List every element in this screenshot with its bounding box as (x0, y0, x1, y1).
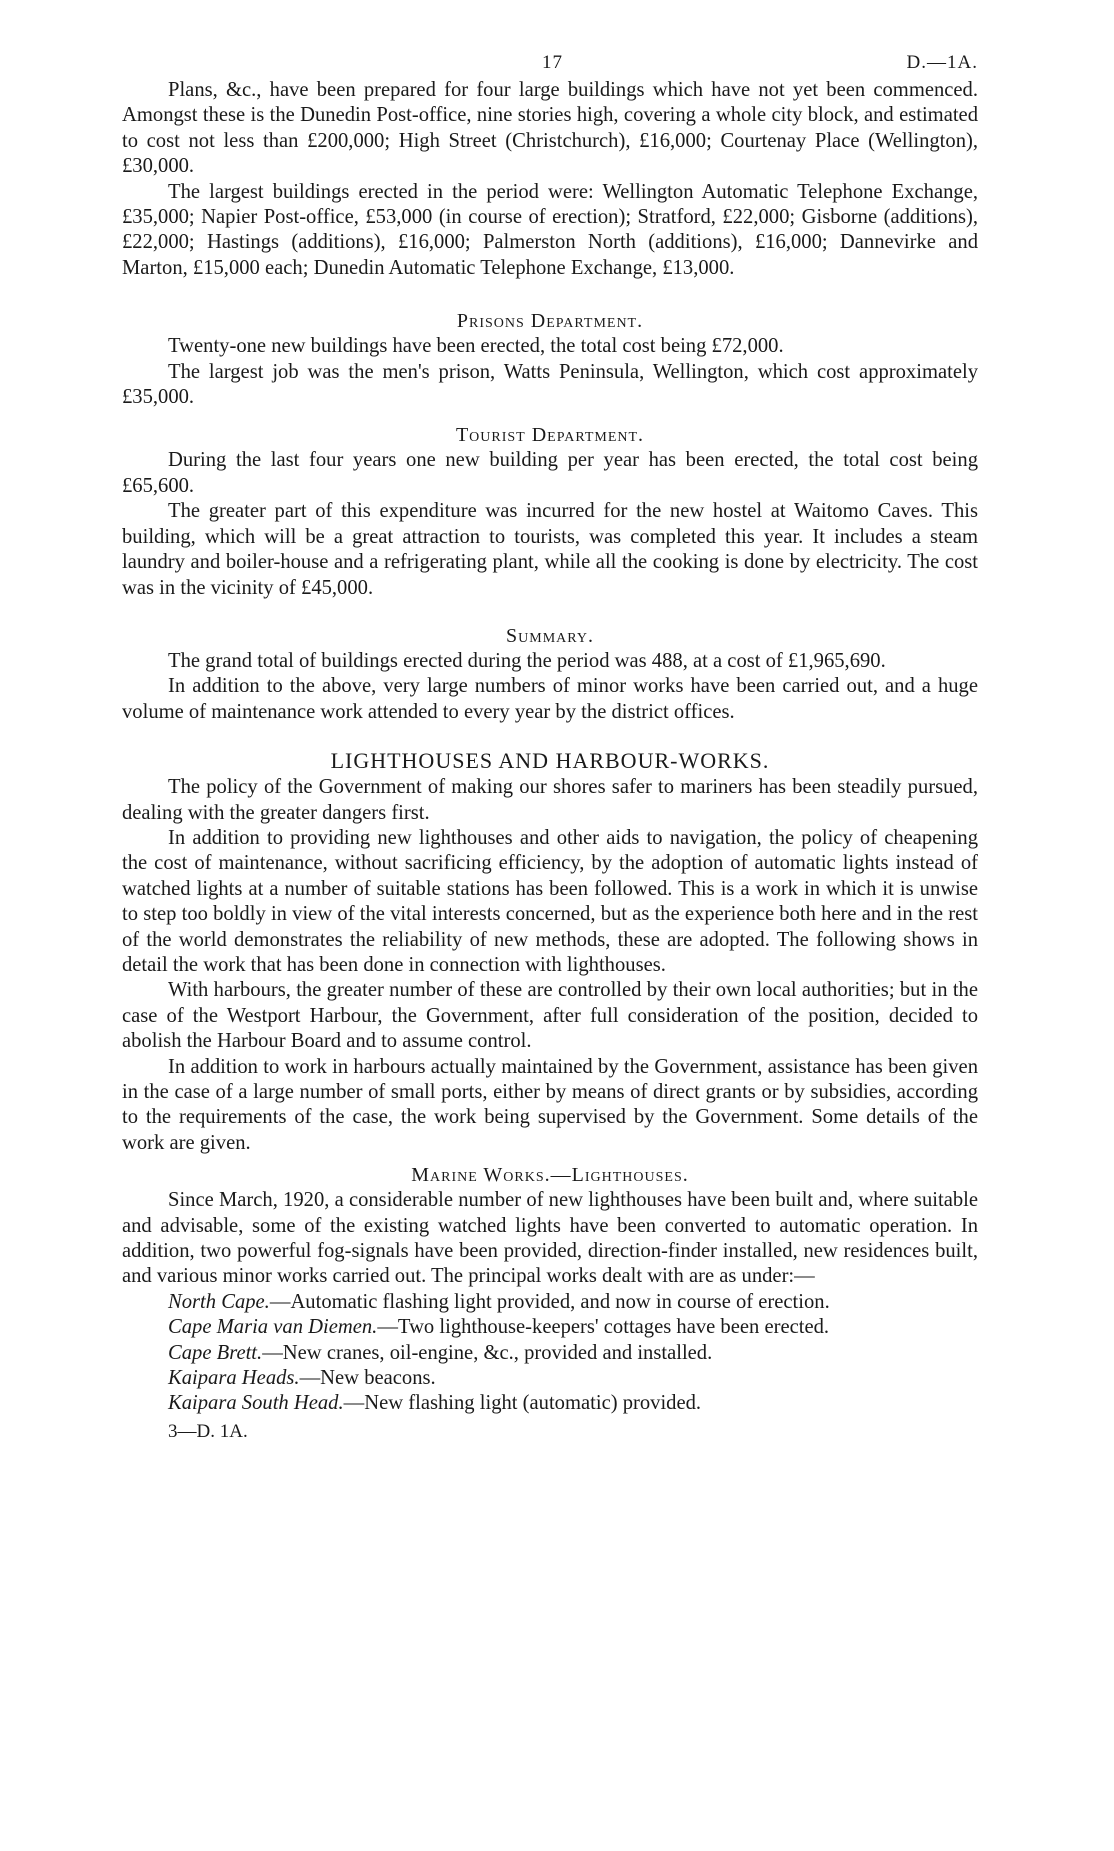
summary-section (122, 623, 978, 725)
paragraph: The policy of the Government of making our shores safer to mariners has been steadily pursued, dealing with the greater dangers first. (122, 776, 978, 824)
list-item (122, 1315, 978, 1340)
prisons-section (122, 308, 978, 410)
section-heading: Summary. (506, 624, 594, 647)
section-heading: Marine Works.—Lighthouses. (411, 1164, 689, 1187)
list-item (122, 1366, 978, 1391)
list-item (122, 1341, 978, 1366)
paragraph: Plans, &c., have been prepared for four large buildings which have not yet been commenced. Amongst these is the Dunedin Post-office, nine stories high, covering a whole city block, and estimated to cost not less than £200,000; High Street (Christchurch), £16,000; Courtenay Place (Wellington), £30,000. (122, 79, 978, 178)
place-name: Cape Maria van Diemen. (168, 1316, 378, 1339)
section-heading: Tourist Department. (455, 424, 645, 447)
paragraph: In addition to work in harbours actually maintained by the Government, assistance has been given in the case of a large number of small ports, either by means of direct grants or by subsidies, according to the requirements of the case, the work being supervised by the Government. Some details of the work are given. (122, 1055, 978, 1154)
page-header (122, 44, 978, 78)
paragraph: The grand total of buildings erected during the period was 488, at a cost of £1,965,690. (168, 649, 886, 672)
paragraph: During the last four years one new building per year has been erected, the total cost being £65,600. (122, 449, 978, 497)
paragraph: The largest job was the men's prison, Watts Peninsula, Wellington, which cost approximately £35,000. (122, 360, 978, 409)
lighthouses-section (122, 747, 978, 1156)
tourist-section (122, 422, 978, 600)
list-item (122, 1391, 978, 1416)
major-heading: LIGHTHOUSES AND HARBOUR-WORKS. (330, 748, 770, 774)
paragraph: The greater part of this expenditure was incurred for the new hostel at Waitomo Caves. This building, which will be a great attraction to tourists, was completed this year. It includes a steam laundry and boiler-house and a refrigerating plant, while all the cooking is done by electricity. The cost was in the vicinity of £45,000. (122, 500, 978, 599)
item-text: —New cranes, oil-engine, &c., provided and installed. (262, 1341, 713, 1364)
item-text: —New flashing light (automatic) provided. (343, 1392, 702, 1415)
item-text: —Two lighthouse-keepers' cottages have been erected. (377, 1316, 830, 1339)
paragraph: Twenty-one new buildings have been erected, the total cost being £72,000. (168, 335, 784, 358)
item-text: —New beacons. (299, 1367, 436, 1390)
item-text: —Automatic flashing light provided, and now in course of erection. (269, 1290, 830, 1313)
paragraph: Since March, 1920, a considerable number of new lighthouses have been built and, where suitable and advisable, some of the existing watched lights have been converted to automatic operation. In addition, two powerful fog-signals have been provided, direction-finder installed, new residences built, and various minor works carried out. The principal works dealt with are as under:— (122, 1189, 978, 1288)
buildings-section (122, 78, 978, 281)
signature-mark: 3—D. 1A. (168, 1420, 248, 1442)
place-name: Cape Brett. (168, 1341, 263, 1364)
marine-works-section (122, 1162, 978, 1417)
paragraph: The largest buildings erected in the period were: Wellington Automatic Telephone Exchange, £35,000; Napier Post-office, £53,000 (in course of erection); Stratford, £22,000; Gisborne (additions), £22,000; Hastings (additions), £16,000; Palmerston North (additions), £16,000; Dannevirke and Marton, £15,000 each; Dunedin Automatic Telephone Exchange, £13,000. (122, 180, 978, 279)
section-heading: Prisons Department. (456, 310, 644, 333)
place-name: North Cape. (168, 1290, 270, 1313)
paragraph: In addition to the above, very large numbers of minor works have been carried out, and a huge volume of maintenance work attended to every year by the district offices. (122, 675, 978, 723)
place-name: Kaipara South Head. (168, 1392, 344, 1415)
place-name: Kaipara Heads. (168, 1367, 300, 1390)
paragraph: In addition to providing new lighthouses and other aids to navigation, the policy of cheapening the cost of maintenance, without sacrificing efficiency, by the adoption of automatic lights instead of watched lights at a number of suitable stations has been followed. This is a work in which it is unwise to step too boldly in view of the vital interests concerned, but as the experience both here and in the rest of the world demonstrates the reliability of new methods, these are adopted. The following shows in detail the work that has been done in connection with lighthouses. (122, 826, 978, 976)
document-reference: D.—1A. (906, 52, 978, 73)
list-item (122, 1290, 978, 1315)
page-number: 17 (542, 52, 563, 73)
paragraph: With harbours, the greater number of these are controlled by their own local authorities; but in the case of the Westport Harbour, the Government, after full consideration of the position, decided to abolish the Harbour Board and to assume control. (122, 979, 978, 1053)
